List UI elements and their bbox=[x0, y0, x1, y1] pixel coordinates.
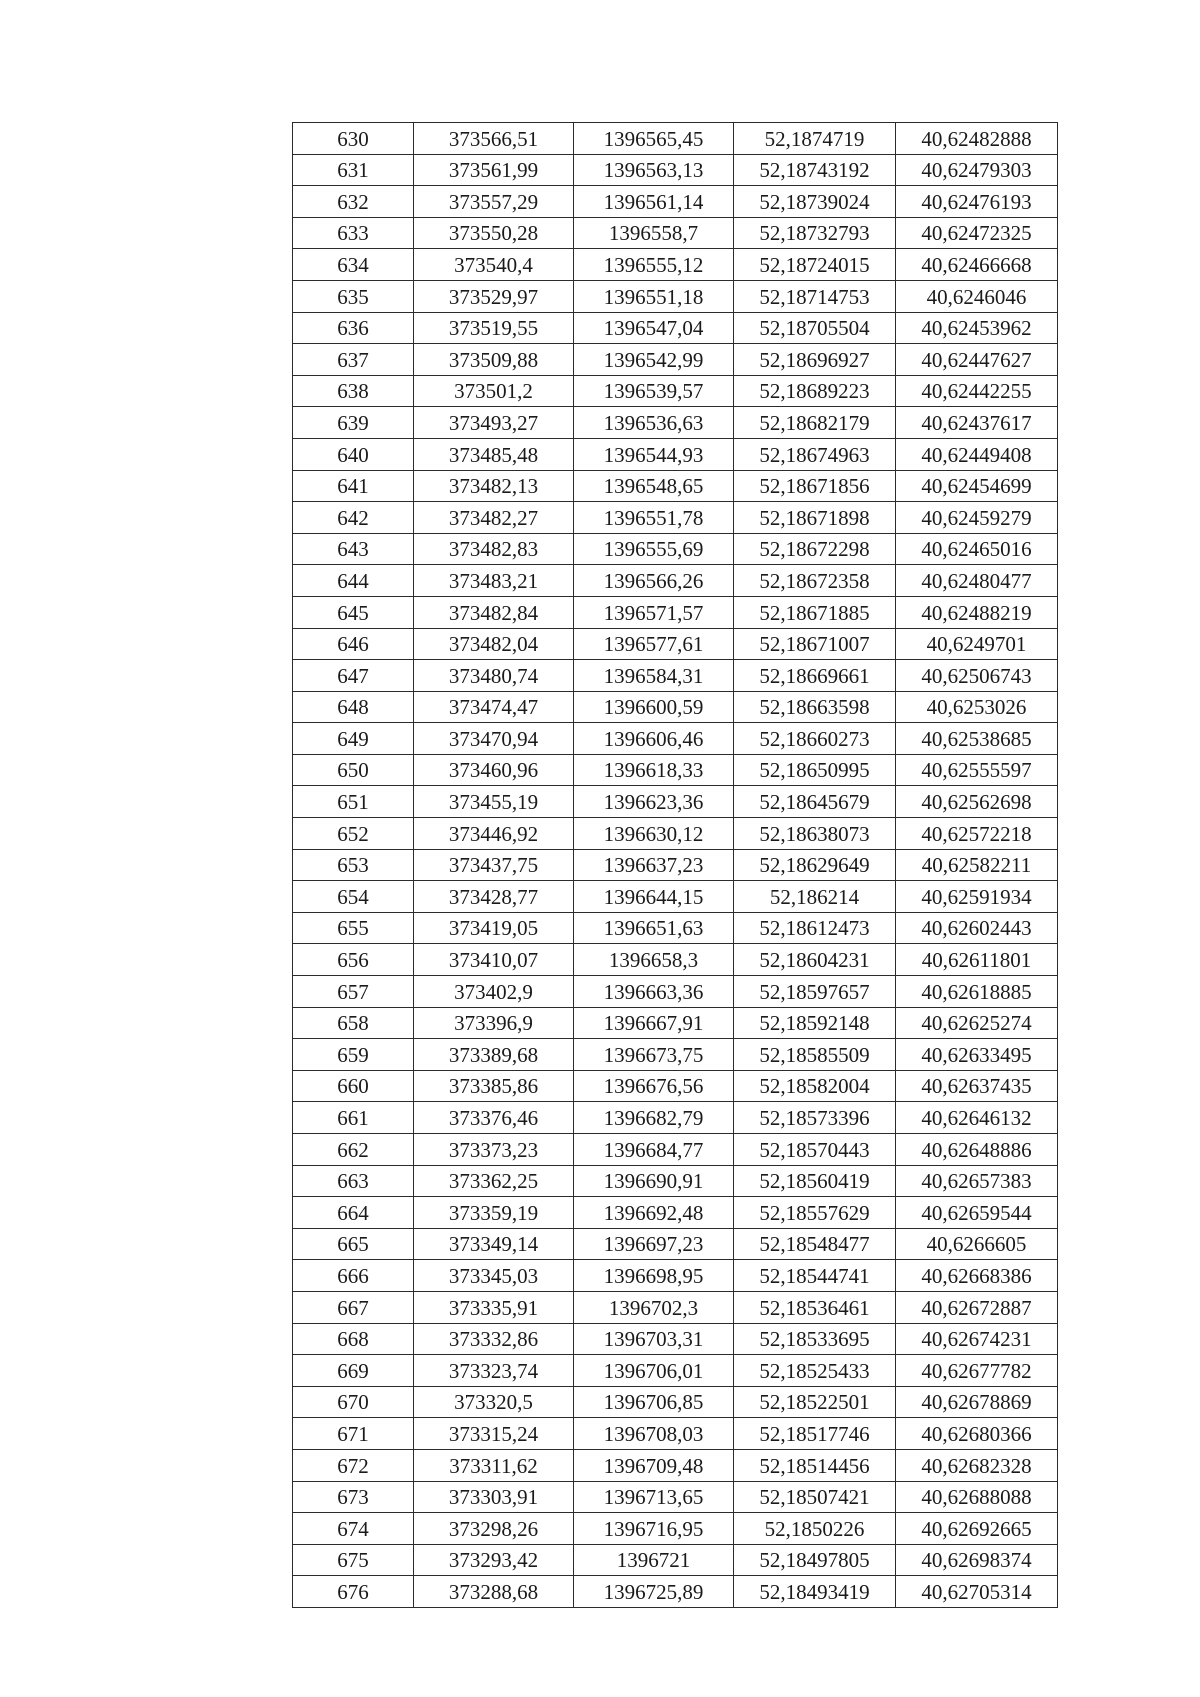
x-coordinate-cell: 373509,88 bbox=[414, 344, 574, 376]
y-coordinate-cell: 1396673,75 bbox=[574, 1039, 734, 1071]
y-coordinate-cell: 1396644,15 bbox=[574, 881, 734, 913]
x-coordinate-cell: 373566,51 bbox=[414, 123, 574, 155]
y-coordinate-cell: 1396561,14 bbox=[574, 186, 734, 218]
table-row bbox=[293, 1355, 1058, 1387]
latitude-cell: 52,18507421 bbox=[734, 1481, 896, 1513]
longitude-cell: 40,62480477 bbox=[896, 565, 1058, 597]
table-row bbox=[293, 123, 1058, 155]
table-row bbox=[293, 944, 1058, 976]
y-coordinate-cell: 1396606,46 bbox=[574, 723, 734, 755]
y-coordinate-cell: 1396676,56 bbox=[574, 1070, 734, 1102]
x-coordinate-cell: 373482,04 bbox=[414, 628, 574, 660]
table-row bbox=[293, 723, 1058, 755]
x-coordinate-cell: 373385,86 bbox=[414, 1070, 574, 1102]
table-row bbox=[293, 1291, 1058, 1323]
latitude-cell: 52,18582004 bbox=[734, 1070, 896, 1102]
latitude-cell: 52,18714753 bbox=[734, 280, 896, 312]
longitude-cell: 40,62453962 bbox=[896, 312, 1058, 344]
longitude-cell: 40,62618885 bbox=[896, 976, 1058, 1008]
longitude-cell: 40,62682328 bbox=[896, 1449, 1058, 1481]
longitude-cell: 40,62466668 bbox=[896, 249, 1058, 281]
y-coordinate-cell: 1396706,85 bbox=[574, 1386, 734, 1418]
y-coordinate-cell: 1396544,93 bbox=[574, 438, 734, 470]
latitude-cell: 52,18669661 bbox=[734, 660, 896, 692]
x-coordinate-cell: 373437,75 bbox=[414, 849, 574, 881]
longitude-cell: 40,62688088 bbox=[896, 1481, 1058, 1513]
table-row bbox=[293, 1513, 1058, 1545]
latitude-cell: 52,18557629 bbox=[734, 1197, 896, 1229]
x-coordinate-cell: 373480,74 bbox=[414, 660, 574, 692]
y-coordinate-cell: 1396651,63 bbox=[574, 912, 734, 944]
table-row bbox=[293, 1228, 1058, 1260]
x-coordinate-cell: 373320,5 bbox=[414, 1386, 574, 1418]
table-row bbox=[293, 1386, 1058, 1418]
x-coordinate-cell: 373396,9 bbox=[414, 1007, 574, 1039]
point-number-cell: 657 bbox=[293, 976, 414, 1008]
longitude-cell: 40,62562698 bbox=[896, 786, 1058, 818]
y-coordinate-cell: 1396663,36 bbox=[574, 976, 734, 1008]
latitude-cell: 52,18517746 bbox=[734, 1418, 896, 1450]
point-number-cell: 652 bbox=[293, 818, 414, 850]
x-coordinate-cell: 373428,77 bbox=[414, 881, 574, 913]
longitude-cell: 40,62692665 bbox=[896, 1513, 1058, 1545]
longitude-cell: 40,62705314 bbox=[896, 1576, 1058, 1608]
table-row bbox=[293, 344, 1058, 376]
longitude-cell: 40,62591934 bbox=[896, 881, 1058, 913]
point-number-cell: 647 bbox=[293, 660, 414, 692]
table-row bbox=[293, 565, 1058, 597]
y-coordinate-cell: 1396539,57 bbox=[574, 375, 734, 407]
y-coordinate-cell: 1396684,77 bbox=[574, 1134, 734, 1166]
x-coordinate-cell: 373376,46 bbox=[414, 1102, 574, 1134]
longitude-cell: 40,62572218 bbox=[896, 818, 1058, 850]
x-coordinate-cell: 373345,03 bbox=[414, 1260, 574, 1292]
latitude-cell: 52,18743192 bbox=[734, 154, 896, 186]
x-coordinate-cell: 373303,91 bbox=[414, 1481, 574, 1513]
latitude-cell: 52,18497805 bbox=[734, 1544, 896, 1576]
point-number-cell: 658 bbox=[293, 1007, 414, 1039]
y-coordinate-cell: 1396658,3 bbox=[574, 944, 734, 976]
point-number-cell: 641 bbox=[293, 470, 414, 502]
y-coordinate-cell: 1396577,61 bbox=[574, 628, 734, 660]
longitude-cell: 40,62602443 bbox=[896, 912, 1058, 944]
latitude-cell: 52,18560419 bbox=[734, 1165, 896, 1197]
x-coordinate-cell: 373557,29 bbox=[414, 186, 574, 218]
latitude-cell: 52,18585509 bbox=[734, 1039, 896, 1071]
table-row bbox=[293, 912, 1058, 944]
point-number-cell: 675 bbox=[293, 1544, 414, 1576]
point-number-cell: 672 bbox=[293, 1449, 414, 1481]
latitude-cell: 52,18689223 bbox=[734, 375, 896, 407]
longitude-cell: 40,62633495 bbox=[896, 1039, 1058, 1071]
latitude-cell: 52,18671007 bbox=[734, 628, 896, 660]
latitude-cell: 52,18629649 bbox=[734, 849, 896, 881]
latitude-cell: 52,18672358 bbox=[734, 565, 896, 597]
y-coordinate-cell: 1396584,31 bbox=[574, 660, 734, 692]
longitude-cell: 40,62447627 bbox=[896, 344, 1058, 376]
x-coordinate-cell: 373389,68 bbox=[414, 1039, 574, 1071]
longitude-cell: 40,62625274 bbox=[896, 1007, 1058, 1039]
coordinates-table-body bbox=[293, 123, 1058, 1608]
x-coordinate-cell: 373460,96 bbox=[414, 754, 574, 786]
longitude-cell: 40,62454699 bbox=[896, 470, 1058, 502]
point-number-cell: 634 bbox=[293, 249, 414, 281]
x-coordinate-cell: 373419,05 bbox=[414, 912, 574, 944]
x-coordinate-cell: 373446,92 bbox=[414, 818, 574, 850]
table-row bbox=[293, 754, 1058, 786]
x-coordinate-cell: 373501,2 bbox=[414, 375, 574, 407]
table-row bbox=[293, 1418, 1058, 1450]
y-coordinate-cell: 1396618,33 bbox=[574, 754, 734, 786]
y-coordinate-cell: 1396630,12 bbox=[574, 818, 734, 850]
x-coordinate-cell: 373561,99 bbox=[414, 154, 574, 186]
x-coordinate-cell: 373529,97 bbox=[414, 280, 574, 312]
longitude-cell: 40,62582211 bbox=[896, 849, 1058, 881]
latitude-cell: 52,18650995 bbox=[734, 754, 896, 786]
longitude-cell: 40,62648886 bbox=[896, 1134, 1058, 1166]
y-coordinate-cell: 1396555,12 bbox=[574, 249, 734, 281]
table-row bbox=[293, 660, 1058, 692]
longitude-cell: 40,62698374 bbox=[896, 1544, 1058, 1576]
y-coordinate-cell: 1396547,04 bbox=[574, 312, 734, 344]
latitude-cell: 52,1850226 bbox=[734, 1513, 896, 1545]
point-number-cell: 655 bbox=[293, 912, 414, 944]
x-coordinate-cell: 373298,26 bbox=[414, 1513, 574, 1545]
y-coordinate-cell: 1396566,26 bbox=[574, 565, 734, 597]
latitude-cell: 52,1874719 bbox=[734, 123, 896, 155]
x-coordinate-cell: 373288,68 bbox=[414, 1576, 574, 1608]
table-row bbox=[293, 438, 1058, 470]
x-coordinate-cell: 373410,07 bbox=[414, 944, 574, 976]
latitude-cell: 52,18671856 bbox=[734, 470, 896, 502]
latitude-cell: 52,18672298 bbox=[734, 533, 896, 565]
x-coordinate-cell: 373540,4 bbox=[414, 249, 574, 281]
longitude-cell: 40,62659544 bbox=[896, 1197, 1058, 1229]
x-coordinate-cell: 373482,84 bbox=[414, 596, 574, 628]
latitude-cell: 52,18724015 bbox=[734, 249, 896, 281]
table-row bbox=[293, 786, 1058, 818]
y-coordinate-cell: 1396713,65 bbox=[574, 1481, 734, 1513]
latitude-cell: 52,18570443 bbox=[734, 1134, 896, 1166]
longitude-cell: 40,62678869 bbox=[896, 1386, 1058, 1418]
table-row bbox=[293, 1449, 1058, 1481]
table-row bbox=[293, 691, 1058, 723]
longitude-cell: 40,62482888 bbox=[896, 123, 1058, 155]
latitude-cell: 52,18548477 bbox=[734, 1228, 896, 1260]
point-number-cell: 648 bbox=[293, 691, 414, 723]
table-row bbox=[293, 596, 1058, 628]
point-number-cell: 635 bbox=[293, 280, 414, 312]
table-row bbox=[293, 533, 1058, 565]
latitude-cell: 52,18522501 bbox=[734, 1386, 896, 1418]
table-row bbox=[293, 1260, 1058, 1292]
table-row bbox=[293, 280, 1058, 312]
table-row bbox=[293, 407, 1058, 439]
point-number-cell: 670 bbox=[293, 1386, 414, 1418]
y-coordinate-cell: 1396698,95 bbox=[574, 1260, 734, 1292]
table-row bbox=[293, 881, 1058, 913]
point-number-cell: 666 bbox=[293, 1260, 414, 1292]
x-coordinate-cell: 373485,48 bbox=[414, 438, 574, 470]
table-row bbox=[293, 1134, 1058, 1166]
point-number-cell: 668 bbox=[293, 1323, 414, 1355]
y-coordinate-cell: 1396709,48 bbox=[574, 1449, 734, 1481]
longitude-cell: 40,62479303 bbox=[896, 154, 1058, 186]
latitude-cell: 52,18604231 bbox=[734, 944, 896, 976]
y-coordinate-cell: 1396667,91 bbox=[574, 1007, 734, 1039]
x-coordinate-cell: 373373,23 bbox=[414, 1134, 574, 1166]
y-coordinate-cell: 1396551,78 bbox=[574, 502, 734, 534]
y-coordinate-cell: 1396558,7 bbox=[574, 217, 734, 249]
y-coordinate-cell: 1396563,13 bbox=[574, 154, 734, 186]
table-row bbox=[293, 186, 1058, 218]
x-coordinate-cell: 373359,19 bbox=[414, 1197, 574, 1229]
table-row bbox=[293, 1007, 1058, 1039]
table-row bbox=[293, 628, 1058, 660]
y-coordinate-cell: 1396536,63 bbox=[574, 407, 734, 439]
y-coordinate-cell: 1396551,18 bbox=[574, 280, 734, 312]
x-coordinate-cell: 373349,14 bbox=[414, 1228, 574, 1260]
x-coordinate-cell: 373482,13 bbox=[414, 470, 574, 502]
latitude-cell: 52,18660273 bbox=[734, 723, 896, 755]
point-number-cell: 664 bbox=[293, 1197, 414, 1229]
y-coordinate-cell: 1396706,01 bbox=[574, 1355, 734, 1387]
latitude-cell: 52,18525433 bbox=[734, 1355, 896, 1387]
x-coordinate-cell: 373470,94 bbox=[414, 723, 574, 755]
point-number-cell: 636 bbox=[293, 312, 414, 344]
table-row bbox=[293, 470, 1058, 502]
longitude-cell: 40,62442255 bbox=[896, 375, 1058, 407]
y-coordinate-cell: 1396716,95 bbox=[574, 1513, 734, 1545]
x-coordinate-cell: 373402,9 bbox=[414, 976, 574, 1008]
point-number-cell: 632 bbox=[293, 186, 414, 218]
longitude-cell: 40,62465016 bbox=[896, 533, 1058, 565]
point-number-cell: 673 bbox=[293, 1481, 414, 1513]
y-coordinate-cell: 1396690,91 bbox=[574, 1165, 734, 1197]
point-number-cell: 669 bbox=[293, 1355, 414, 1387]
table-row bbox=[293, 1165, 1058, 1197]
latitude-cell: 52,18573396 bbox=[734, 1102, 896, 1134]
y-coordinate-cell: 1396565,45 bbox=[574, 123, 734, 155]
y-coordinate-cell: 1396600,59 bbox=[574, 691, 734, 723]
point-number-cell: 674 bbox=[293, 1513, 414, 1545]
longitude-cell: 40,62488219 bbox=[896, 596, 1058, 628]
latitude-cell: 52,18533695 bbox=[734, 1323, 896, 1355]
longitude-cell: 40,62646132 bbox=[896, 1102, 1058, 1134]
longitude-cell: 40,62672887 bbox=[896, 1291, 1058, 1323]
latitude-cell: 52,18739024 bbox=[734, 186, 896, 218]
longitude-cell: 40,62611801 bbox=[896, 944, 1058, 976]
point-number-cell: 667 bbox=[293, 1291, 414, 1323]
latitude-cell: 52,18671898 bbox=[734, 502, 896, 534]
longitude-cell: 40,62506743 bbox=[896, 660, 1058, 692]
y-coordinate-cell: 1396725,89 bbox=[574, 1576, 734, 1608]
point-number-cell: 644 bbox=[293, 565, 414, 597]
longitude-cell: 40,62476193 bbox=[896, 186, 1058, 218]
table-row bbox=[293, 1070, 1058, 1102]
point-number-cell: 651 bbox=[293, 786, 414, 818]
table-row bbox=[293, 818, 1058, 850]
table-row bbox=[293, 375, 1058, 407]
y-coordinate-cell: 1396637,23 bbox=[574, 849, 734, 881]
table-row bbox=[293, 217, 1058, 249]
table-row bbox=[293, 502, 1058, 534]
point-number-cell: 665 bbox=[293, 1228, 414, 1260]
point-number-cell: 671 bbox=[293, 1418, 414, 1450]
point-number-cell: 640 bbox=[293, 438, 414, 470]
point-number-cell: 661 bbox=[293, 1102, 414, 1134]
latitude-cell: 52,18674963 bbox=[734, 438, 896, 470]
latitude-cell: 52,18705504 bbox=[734, 312, 896, 344]
longitude-cell: 40,62538685 bbox=[896, 723, 1058, 755]
point-number-cell: 631 bbox=[293, 154, 414, 186]
x-coordinate-cell: 373550,28 bbox=[414, 217, 574, 249]
table-row bbox=[293, 1481, 1058, 1513]
point-number-cell: 676 bbox=[293, 1576, 414, 1608]
latitude-cell: 52,18536461 bbox=[734, 1291, 896, 1323]
latitude-cell: 52,18638073 bbox=[734, 818, 896, 850]
x-coordinate-cell: 373323,74 bbox=[414, 1355, 574, 1387]
latitude-cell: 52,18592148 bbox=[734, 1007, 896, 1039]
table-row bbox=[293, 1039, 1058, 1071]
point-number-cell: 643 bbox=[293, 533, 414, 565]
y-coordinate-cell: 1396697,23 bbox=[574, 1228, 734, 1260]
table-row bbox=[293, 1102, 1058, 1134]
x-coordinate-cell: 373482,27 bbox=[414, 502, 574, 534]
y-coordinate-cell: 1396702,3 bbox=[574, 1291, 734, 1323]
longitude-cell: 40,62459279 bbox=[896, 502, 1058, 534]
y-coordinate-cell: 1396542,99 bbox=[574, 344, 734, 376]
longitude-cell: 40,6253026 bbox=[896, 691, 1058, 723]
latitude-cell: 52,18732793 bbox=[734, 217, 896, 249]
y-coordinate-cell: 1396548,65 bbox=[574, 470, 734, 502]
x-coordinate-cell: 373293,42 bbox=[414, 1544, 574, 1576]
point-number-cell: 656 bbox=[293, 944, 414, 976]
point-number-cell: 642 bbox=[293, 502, 414, 534]
latitude-cell: 52,18514456 bbox=[734, 1449, 896, 1481]
latitude-cell: 52,18696927 bbox=[734, 344, 896, 376]
latitude-cell: 52,18597657 bbox=[734, 976, 896, 1008]
point-number-cell: 662 bbox=[293, 1134, 414, 1166]
y-coordinate-cell: 1396555,69 bbox=[574, 533, 734, 565]
longitude-cell: 40,62555597 bbox=[896, 754, 1058, 786]
x-coordinate-cell: 373483,21 bbox=[414, 565, 574, 597]
point-number-cell: 637 bbox=[293, 344, 414, 376]
longitude-cell: 40,62657383 bbox=[896, 1165, 1058, 1197]
point-number-cell: 659 bbox=[293, 1039, 414, 1071]
y-coordinate-cell: 1396623,36 bbox=[574, 786, 734, 818]
table-row bbox=[293, 1544, 1058, 1576]
table-row bbox=[293, 976, 1058, 1008]
longitude-cell: 40,62674231 bbox=[896, 1323, 1058, 1355]
latitude-cell: 52,18612473 bbox=[734, 912, 896, 944]
y-coordinate-cell: 1396571,57 bbox=[574, 596, 734, 628]
longitude-cell: 40,62680366 bbox=[896, 1418, 1058, 1450]
table-row bbox=[293, 154, 1058, 186]
y-coordinate-cell: 1396708,03 bbox=[574, 1418, 734, 1450]
longitude-cell: 40,6266605 bbox=[896, 1228, 1058, 1260]
latitude-cell: 52,18671885 bbox=[734, 596, 896, 628]
point-number-cell: 639 bbox=[293, 407, 414, 439]
latitude-cell: 52,18544741 bbox=[734, 1260, 896, 1292]
point-number-cell: 653 bbox=[293, 849, 414, 881]
point-number-cell: 660 bbox=[293, 1070, 414, 1102]
coordinates-table bbox=[292, 122, 1058, 1608]
y-coordinate-cell: 1396721 bbox=[574, 1544, 734, 1576]
x-coordinate-cell: 373455,19 bbox=[414, 786, 574, 818]
table-row bbox=[293, 249, 1058, 281]
longitude-cell: 40,62437617 bbox=[896, 407, 1058, 439]
x-coordinate-cell: 373332,86 bbox=[414, 1323, 574, 1355]
table-row bbox=[293, 1197, 1058, 1229]
point-number-cell: 650 bbox=[293, 754, 414, 786]
longitude-cell: 40,62637435 bbox=[896, 1070, 1058, 1102]
longitude-cell: 40,6249701 bbox=[896, 628, 1058, 660]
table-row bbox=[293, 1323, 1058, 1355]
table-row bbox=[293, 312, 1058, 344]
longitude-cell: 40,62449408 bbox=[896, 438, 1058, 470]
point-number-cell: 630 bbox=[293, 123, 414, 155]
longitude-cell: 40,62668386 bbox=[896, 1260, 1058, 1292]
x-coordinate-cell: 373362,25 bbox=[414, 1165, 574, 1197]
point-number-cell: 633 bbox=[293, 217, 414, 249]
table-row bbox=[293, 1576, 1058, 1608]
x-coordinate-cell: 373315,24 bbox=[414, 1418, 574, 1450]
latitude-cell: 52,18663598 bbox=[734, 691, 896, 723]
latitude-cell: 52,18682179 bbox=[734, 407, 896, 439]
latitude-cell: 52,18645679 bbox=[734, 786, 896, 818]
longitude-cell: 40,6246046 bbox=[896, 280, 1058, 312]
point-number-cell: 663 bbox=[293, 1165, 414, 1197]
y-coordinate-cell: 1396682,79 bbox=[574, 1102, 734, 1134]
latitude-cell: 52,186214 bbox=[734, 881, 896, 913]
point-number-cell: 649 bbox=[293, 723, 414, 755]
x-coordinate-cell: 373335,91 bbox=[414, 1291, 574, 1323]
x-coordinate-cell: 373493,27 bbox=[414, 407, 574, 439]
point-number-cell: 638 bbox=[293, 375, 414, 407]
point-number-cell: 646 bbox=[293, 628, 414, 660]
y-coordinate-cell: 1396703,31 bbox=[574, 1323, 734, 1355]
point-number-cell: 645 bbox=[293, 596, 414, 628]
table-row bbox=[293, 849, 1058, 881]
x-coordinate-cell: 373474,47 bbox=[414, 691, 574, 723]
point-number-cell: 654 bbox=[293, 881, 414, 913]
longitude-cell: 40,62677782 bbox=[896, 1355, 1058, 1387]
latitude-cell: 52,18493419 bbox=[734, 1576, 896, 1608]
x-coordinate-cell: 373482,83 bbox=[414, 533, 574, 565]
x-coordinate-cell: 373519,55 bbox=[414, 312, 574, 344]
y-coordinate-cell: 1396692,48 bbox=[574, 1197, 734, 1229]
longitude-cell: 40,62472325 bbox=[896, 217, 1058, 249]
x-coordinate-cell: 373311,62 bbox=[414, 1449, 574, 1481]
